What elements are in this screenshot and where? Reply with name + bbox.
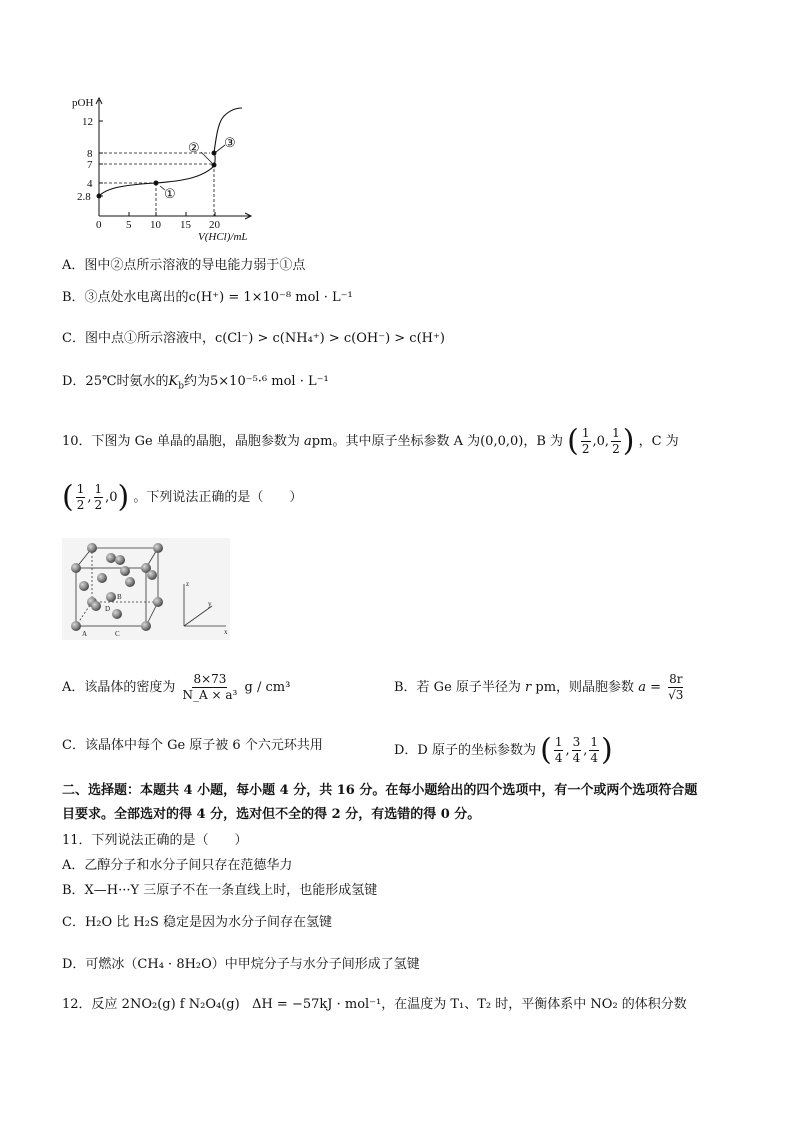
cell-label-a: A: [82, 630, 88, 638]
q9-option-c: C．图中点①所示溶液中，c(Cl⁻) > c(NH₄⁺) > c(OH⁻) > c(H⁺): [62, 331, 445, 346]
point-label-2: ②: [188, 140, 200, 155]
q10-stem-line2: ( $\frac{1}{2}$ , $\frac{1}{2}$ ,0) 。下列说法正确的是（ ）: [62, 479, 303, 515]
point-label-3: ③: [224, 135, 236, 150]
cell-label-b: B: [117, 593, 122, 601]
cell-label-d: D: [105, 605, 111, 613]
x-tick: 15: [180, 219, 191, 231]
coord-b: ( $\frac{1}{2}$ ,0, $\frac{1}{2}$ ): [567, 423, 635, 459]
q10-option-d: D．D 原子的坐标参数为 ( $\frac{1}{4}$ , $\frac{3}{4}$ , $\frac{1}{4}$ ): [394, 732, 613, 768]
cell-label-c: C: [115, 630, 120, 638]
q9-option-d: D．25℃时氨水的$K_b$约为5×10⁻⁵·⁶ mol · L⁻¹: [62, 374, 329, 392]
q10-option-c: C．该晶体中每个 Ge 原子被 6 个六元环共用: [62, 738, 323, 753]
q10-option-a: A．该晶体的密度为 $\frac{8\times 73}{\text{N\_A × a³}}$ g / cm³: [62, 672, 291, 702]
y-tick: 12: [82, 116, 93, 128]
q9-option-a: A．图中②点所示溶液的导电能力弱于①点: [62, 258, 306, 273]
q10-stem-line1: 10．下图为 Ge 单晶的晶胞，晶胞参数为 apm。其中原子坐标参数 A 为(0,0,0)，B 为 ( $\frac{1}{2}$ ,0, $\frac{1}{2}$ ) ，C 为: [62, 423, 679, 459]
x-tick: 20: [209, 219, 220, 231]
coord-a: (0,0,0): [480, 434, 524, 449]
q11-option-b: B．X—H···Y 三原子不在一条直线上时，也能形成氢键: [62, 883, 378, 898]
q9-option-b-expr: c(H⁺) = 1×10⁻⁸ mol · L⁻¹: [188, 290, 353, 305]
point-1: [154, 181, 159, 186]
q11-option-a: A．乙醇分子和水分子间只存在范德华力: [62, 858, 293, 873]
axis-label-z: z: [186, 580, 190, 588]
axis-label-y: y: [208, 600, 212, 608]
q9-option-c-expr: c(Cl⁻) > c(NH₄⁺) > c(OH⁻) > c(H⁺): [214, 331, 445, 346]
point-3: [212, 151, 217, 156]
x-tick: 5: [126, 219, 132, 231]
q9-option-b: B．③点处水电离出的c(H⁺) = 1×10⁻⁸ mol · L⁻¹: [62, 290, 353, 305]
q11-option-d: D．可燃冰（CH₄ · 8H₂O）中甲烷分子与水分子间形成了氢键: [62, 957, 420, 972]
x-tick: 10: [150, 219, 161, 231]
start-point: [97, 194, 102, 199]
coord-c: ( $\frac{1}{2}$ , $\frac{1}{2}$ ,0): [62, 479, 130, 515]
ge-unit-cell-figure: [62, 538, 242, 640]
point-2: [212, 163, 217, 168]
x-tick: 0: [96, 219, 102, 231]
y-tick: 2.8: [77, 191, 91, 203]
y-tick: 7: [87, 159, 93, 171]
y-tick: 8: [87, 148, 93, 160]
y-tick: 4: [87, 178, 93, 190]
section-2-heading-line1: 二、选择题：本题共 4 小题，每小题 4 分，共 16 分。在每小题给出的四个选项中，有一个或两个选项符合题: [62, 783, 698, 798]
section-2-heading-line2: 目要求。全部选对的得 4 分，选对但不全的得 2 分，有选错的得 0 分。: [62, 807, 481, 822]
x-axis-title: V(HCl)/mL: [198, 231, 248, 242]
axis-label-x: x: [224, 628, 228, 636]
q10-option-b: B．若 Ge 原子半径为 r pm，则晶胞参数 a = $\frac{8r}{√3}$: [394, 672, 684, 702]
q12-stem: 12．反应 2NO₂(g) f N₂O₄(g) ΔH = −57kJ · mol⁻¹，在温度为 T₁、T₂ 时，平衡体系中 NO₂ 的体积分数: [62, 997, 687, 1012]
point-label-1: ①: [164, 186, 176, 201]
y-axis-title: pOH: [72, 97, 94, 109]
q11-stem: 11．下列说法正确的是（ ）: [62, 833, 248, 848]
poh-titration-graph: [62, 92, 262, 242]
q11-option-c: C．H₂O 比 H₂S 稳定是因为水分子间存在氢键: [62, 915, 333, 930]
